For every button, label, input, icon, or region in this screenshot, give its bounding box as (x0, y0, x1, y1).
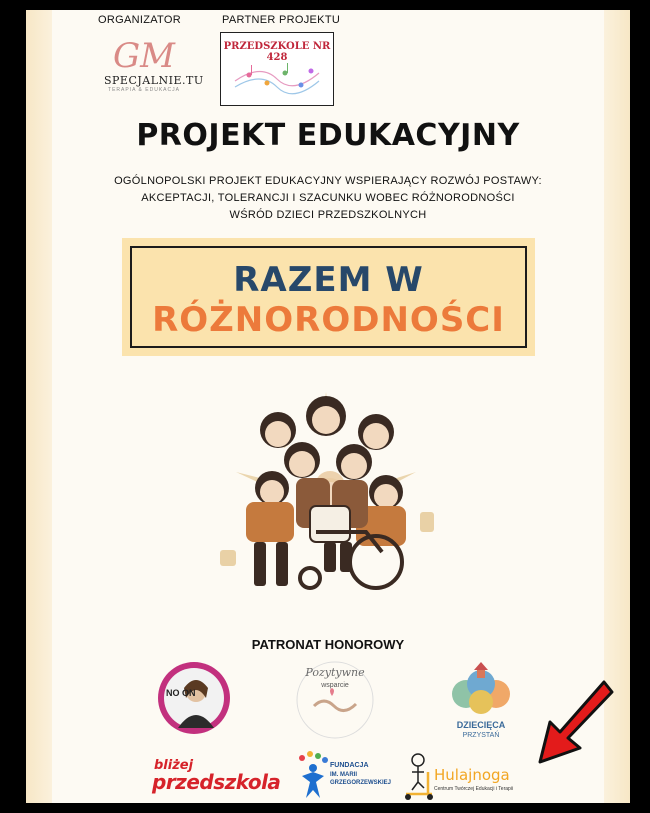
organizer-label: ORGANIZATOR (98, 14, 181, 26)
patron-logo-hulajnoga[interactable] (398, 750, 526, 802)
tree-house-icon (438, 660, 524, 720)
project-name-banner (122, 238, 535, 356)
poster (26, 10, 630, 803)
organizer-name: SPECJALNIE.TU (104, 74, 204, 87)
patron-logo-fundacja[interactable] (296, 750, 396, 802)
fundacja-sub: IM. MARII GRZEGORZEWSKIEJ (330, 772, 392, 786)
partner-label: PARTNER PROJEKTU (222, 14, 341, 26)
banner-line-2: RÓŻNORODNOŚCI (152, 300, 505, 340)
subtitle-line-1: OGÓLNOPOLSKI PROJEKT EDUKACYJNY WSPIERAJĄCY ROZWÓJ POSTAWY: (114, 175, 542, 187)
partner-name: PRZEDSZKOLE NR 428 (223, 41, 331, 63)
portrait-badge-icon (154, 658, 234, 738)
pozytywne-title: Pozytywne (305, 666, 365, 679)
patron-logo-pozytywne[interactable] (292, 660, 378, 740)
dziecieca-sub: PRZYSTAŃ (462, 732, 500, 739)
subtitle-line-2: AKCEPTACJI, TOLERANCJI I SZACUNKU WOBEC RÓŻNORODNOŚCI (141, 192, 515, 204)
banner-frame (130, 246, 527, 348)
hulajnoga-title: Hulajnoga (434, 766, 510, 784)
organizer-logo[interactable] (104, 36, 204, 98)
dziecieca-title: DZIECIĘCA (456, 720, 506, 730)
red-arrow-icon (534, 678, 614, 770)
portrait-badge-text: NO ON (166, 688, 196, 698)
blizej-bottom: przedszkola (152, 770, 281, 794)
organizer-monogram: GM (113, 36, 175, 76)
hulajnoga-sub: Centrum Twórczej Edukacji i Terapii (434, 786, 514, 792)
organizer-tagline: TERAPIA & EDUKACJA (108, 87, 180, 93)
banner-line-1: RAZEM W (233, 260, 424, 300)
patron-logo-dziecieca[interactable] (438, 660, 524, 746)
subtitle-line-3: WŚRÓD DZIECI PRZEDSZKOLNYCH (229, 209, 427, 221)
star-person-icon (296, 750, 330, 802)
pozytywne-sub: wsparcie (321, 682, 349, 689)
patron-logo-portrait[interactable] (154, 658, 234, 738)
patronage-heading: PATRONAT HONOROWY (251, 637, 405, 652)
children-group-illustration (206, 382, 446, 602)
fundacja-title: FUNDACJA (330, 762, 369, 769)
music-notes-icon (221, 33, 333, 105)
scooter-kid-icon (398, 750, 438, 802)
patron-logo-blizej[interactable] (152, 758, 281, 798)
blizej-top: bliżej (154, 758, 194, 773)
partner-logo[interactable] (220, 32, 334, 106)
page-title: PROJEKT EDUKACYJNY (136, 118, 520, 153)
